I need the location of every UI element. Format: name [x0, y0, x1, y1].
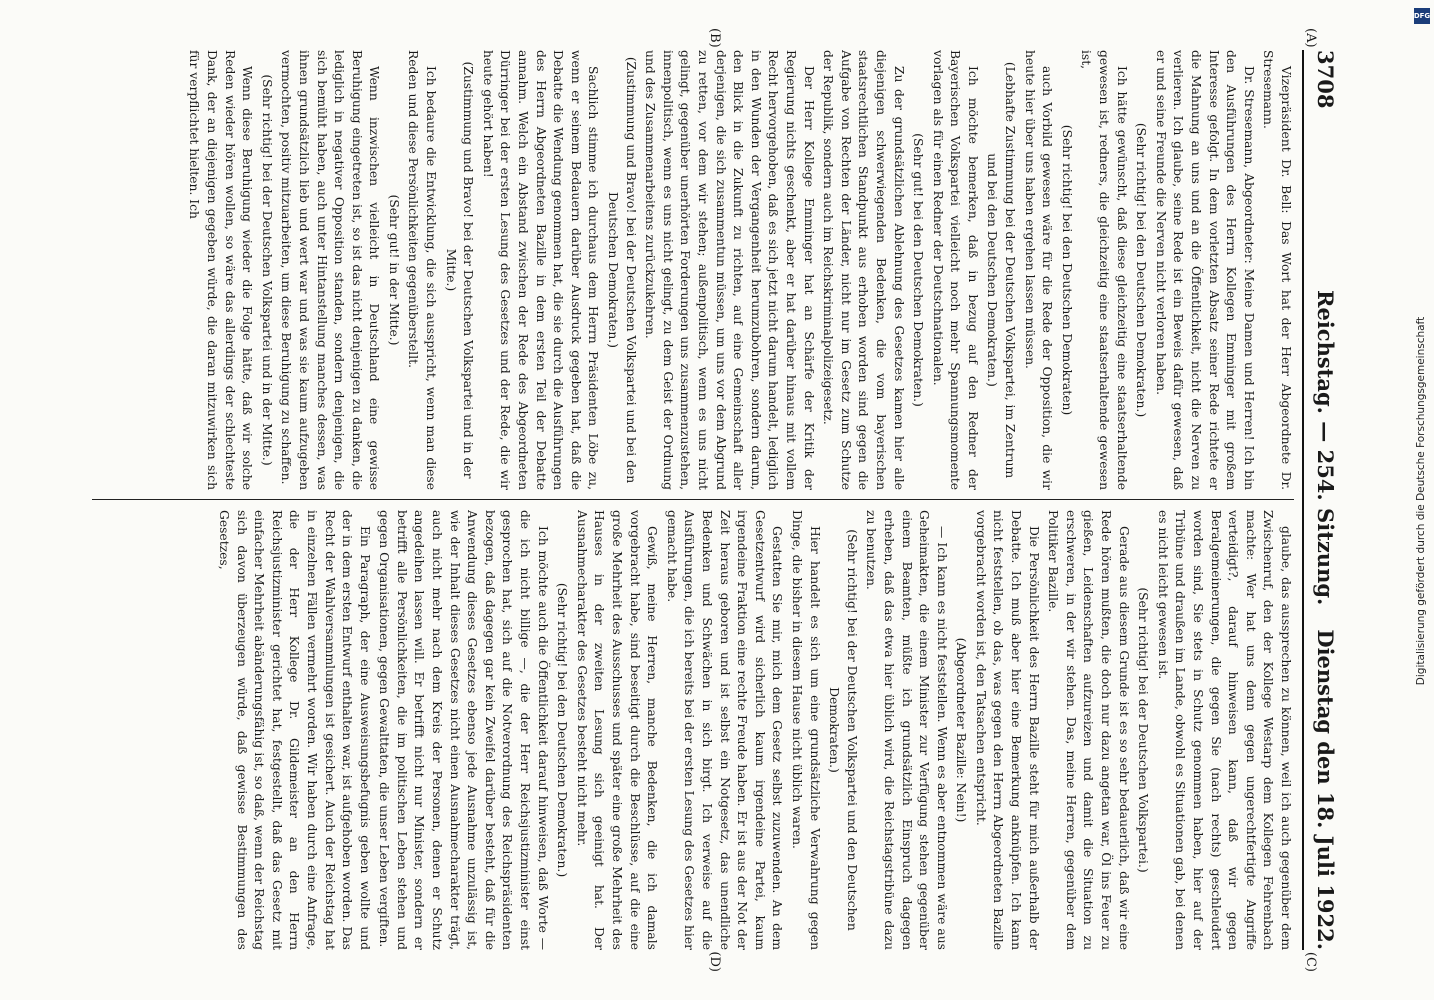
paragraph: Hier handelt es sich um eine grundsätzliche Verwahrung gegen Dinge, die bisher in diesem Hause nicht üblich waren.: [789, 510, 822, 950]
paragraph: Wenn inzwischen vielleicht in Deutschland eine gewisse Beruhigung eingetreten ist, so ist das nicht denjenigen zu danken, die lediglich in negativer Opposition standen, sondern denjenigen, die sich bemüht haben, auch unter Hintanstellung manches dessen, was ihnen grundsätzlich lieb und wert war und was sie kaum aufzugeben vermochten, positiv mitzuarbeiten, um diese Beruhigung zu schaffen.: [279, 50, 382, 490]
interjection: (Sehr richtig! bei den Deutschen Demokraten): [1059, 124, 1074, 416]
paragraph: Zu der grundsätzlichen Ablehnung des Gesetzes kamen hier alle diejenigen schwerwiegenden Bedenken, die vom bayerischen staatsrechtlichen Standpunkt aus erhoben worden sind gegen die Aufgabe von Rechten der Länder, nicht nur im Gesetz zum Schutze der Republik, sondern auch im Reichskriminalpolizeigesetz.: [821, 50, 906, 490]
interjection: (Abgeordneter Bazille: Nein!): [954, 637, 969, 823]
paragraph: Dr. Stresemann, Abgeordneter: Meine Damen und Herren! Ich bin den Ausführungen des Herrn Kollegen Emminger mit großem Interesse gefolgt. In dem vorletzten Absatz seiner Rede richtete er die Mahnung an uns und an die Öffentlichkeit, nicht die Nerven zu verlieren. Ich glaube, seine Rede ist ein Beweis dafür gewesen, daß er und seine Freunde die Nerven nicht verloren haben.: [1153, 50, 1256, 490]
interjection: (Sehr richtig! bei den Deutschen Demokraten.): [555, 582, 570, 878]
paragraph: Der Herr Kollege Emminger hat an Schärfe der Kritik der Regierung nichts geschenkt, aber er hat darüber hinaus mit vollem Recht hervorgehoben, daß es sich jetzt nicht darum handelt, lediglich in den Wunden der Vergangenheit herumzubohren, sondern darum, den Blick in die Zukunft zu richten, auf eine Gemeinschaft aller derjenigen, die sich zusammentun müssen, um uns vor dem Abgrund zu retten, vor dem wir stehen; außenpolitisch, wenn es uns nicht gelingt, gegenüber unerhörten Forderungen uns zusammenzustehen, innenpolitisch, wenn es uns nicht gelingt, zu dem Geist der Ordnung und des Zusammenarbeitens zurückzukehren.: [643, 50, 816, 490]
interjection: (Zustimmung und Bravo! bei der Deutschen Volkspartei und in der Mitte.): [443, 61, 476, 479]
digitization-credit: [1410, 6, 1432, 996]
paragraph: Gerade aus diesem Grunde ist es so sehr bedauerlich, daß wir eine Rede hören mußten, die doch nur dazu angetan war, Öl ins Feuer zu gießen, Leidenschaften aufzureizen und damit die Situation zu erschweren, in der wir stehen. Das, meine Herren, gegenüber dem Politiker Bazille.: [1046, 510, 1131, 950]
paragraph: Ich bedaure die Entwicklung, die sich ausspricht, wenn man diese Reden und diese Persönlichkeiten gegenüberstellt.: [406, 50, 439, 490]
interjection: (Sehr richtig! bei der Deutschen Volkspartei und den Deutschen Demokraten.): [827, 529, 859, 931]
interjection: (Sehr gut! in der Mitte.): [386, 194, 401, 346]
right-column: [92, 510, 1294, 950]
paragraph: Die Persönlichkeit des Herrn Bazille steht für mich außerhalb der Debatte. Ich muß aber hier eine Bemerkung anknüpfen. Ich kann nicht feststellen, ob das, was gegen den Herrn Abgeordneten Bazille vorgebracht worden ist, den Tatsachen entspricht.: [973, 510, 1041, 950]
interjection: (Sehr richtig! bei den Deutschen Demokraten.): [1134, 122, 1149, 418]
dfg-logo-icon: DFG: [1414, 8, 1430, 24]
paragraph: Wenn diese Beruhigung wieder die Folge hätte, daß wir solche Reden wieder hören wollen, so wäre das allerdings der schlechteste Dank, der an diejenigen gegeben würde, die daran mitzuwirken sich für verpflichtet hielten. Ich: [187, 50, 255, 490]
margin-marker-b: (B): [707, 28, 722, 48]
paragraph: glaube, das aussprechen zu können, weil ich auch gegenüber dem Zwischenruf, den der Kollege Westarp dem Kollegen Fehrenbach machte: Wer hat uns denn gegen ungerechtfertigte Angriffe verteidigt?, darauf hinweisen kann, daß wir gegen Beralgemeinerungen, die gegen Sie (nach rechts) geschleudert worden sind, Sie stets in Schutz genommen haben, hier auf der Tribüne und draußen im Lande, obwohl es Situationen gab, bei denen es nicht leicht gewesen ist.: [1155, 510, 1293, 950]
paragraph: Vizepräsident Dr. Bell: Das Wort hat der Herr Abgeordnete Dr. Stresemann.: [1261, 50, 1293, 490]
interjection: (Sehr richtig! bei der Deutschen Volkspartei und in der Mitte.): [259, 74, 274, 466]
left-column: [92, 50, 1294, 490]
margin-marker-d: (D): [707, 951, 722, 972]
session-title: Reichstag. — 254. Sitzung.: [1313, 290, 1338, 606]
running-header: [1302, 50, 1344, 950]
interjection: (Sehr gut! bei den Deutschen Demokraten.): [911, 133, 926, 407]
rotated-sheet: [72, 30, 1362, 970]
page-number: 3708: [1313, 50, 1338, 109]
paragraph: Ich möchte auch die Öffentlichkeit darauf hinweisen, daß Worte — die ich nicht billige —, die der Herr Reichsjustizminister einst gesprochen hat, sich auf die Notverordnung des Reichspräsidenten bezogen, daß dagegen gar kein Zweifel darüber besteht, daß für die Anwendung dieses Gesetzes ebenso jede Ausnahme unzulässig ist, wie der Inhalt dieses Gesetzes nicht einen Ausnahmecharakter trägt, auch nicht mehr nach dem Kreis der Personen, denen er Schutz angedeihen lassen will. Er betrifft nicht nur Minister, sondern er betrifft alle Persönlichkeiten, die im politischen Leben stehen und gegen Organisationen, gegen Gewalttaten, die unser Leben vergiften.: [377, 510, 550, 950]
paragraph: Ich hätte gewünscht, daß diese gleichzeitig eine staatserhaltende gewesen ist, redners, die gleichzeitig eine staatserhaltende gewesen ist,: [1079, 50, 1129, 490]
session-date: Dienstag den 18. Juli 1922.: [1313, 629, 1338, 950]
paragraph: Gewiß, meine Herren, manche Bedenken, die ich damals vorgebracht habe, sind beseitigt durch die Beschlüsse, auf die eine große Mehrheit des Ausschusses und später eine große Mehrheit des Hauses in der zweiten Lesung sich geeinigt hat. Der Ausnahmecharakter des Gesetzes besteht nicht mehr.: [574, 510, 660, 950]
margin-marker-a: (A): [1303, 28, 1318, 48]
credit-text: Digitalisierung gefördert durch die Deutsche Forschungsgemeinschaft: [1415, 316, 1427, 686]
margin-marker-c: (C): [1303, 951, 1318, 972]
interjection: (Lebhafte Zustimmung bei der Deutschen Volkspartei, im Zentrum und bei den Deutschen Demokraten.): [985, 61, 1018, 479]
paragraph: Ich möchte bemerken, daß in bezug auf den Redner der Bayerischen Volkspartei vielleicht noch mehr Spannungsmomente vorlagen als für einen Redner der Deutschnationalen.: [930, 50, 980, 490]
interjection: (Zustimmung und Bravo! bei der Deutschen Volkspartei und bei den Deutschen Demokraten.): [606, 56, 638, 484]
paragraph: Ein Paragraph, der eine Ausweisungsbefugnis geben wollte und der in dem ersten Entwurf enthalten war, ist aufgehoben worden. Das Recht der Wahlversammlungen ist gesichert. Auch der Reichstag hat in einzelnen Fällen vermehrt worden. Wir haben durch eine Anfrage, die der Herr Kollege Dr. Gildemeister an den Herrn Reichsjustizminister gerichtet hat, festgestellt, daß das Gesetz mit einfacher Mehrheit abänderungsfähig ist, so daß, wenn der Reichstag sich davon überzeugen würde, daß gewisse Bestimmungen des Gesetzes,: [216, 510, 372, 950]
paragraph: auch Vorbild gewesen wäre für die Rede der Opposition, die wir heute hier über uns haben ergehen lassen müssen.: [1022, 50, 1055, 490]
column-divider: [92, 499, 1294, 500]
paragraph: Gestatten Sie mir, mich dem Gesetz selbst zuzuwenden. An dem Gesetzentwurf wird sicherlich kaum irgendeine Partei, kaum irgendeine Fraktion eine rechte Freude haben. Er ist aus der Not der Zeit heraus geboren und ist selbst ein Notgesetz, das unendliche Bedenken und Schwächen in sich birgt. Ich verweise auf die Ausführungen, die ich bereits bei der ersten Lesung des Gesetzes hier gemacht habe.: [664, 510, 785, 950]
paragraph: Sachlich stimme ich durchaus dem Herrn Präsidenten Löbe zu, wenn er seinem Bedauern darüber Ausdruck gegeben hat, daß die Debatte die Wendung genommen hat, die sie durch die Ausführungen des Herrn Abgeordneten Bazille in dem ersten Teil der Debatte annahm. Welch ein Abstand zwischen der Rede des Abgeordneten Dürringer bei der ersten Lesung des Gesetzes und der Rede, die wir heute gehört haben!: [480, 50, 601, 490]
interjection: (Sehr richtig! bei der Deutschen Volkspartei.): [1136, 587, 1151, 873]
paragraph: — Ich kann es nicht feststellen. Wenn es aber entnommen wäre aus Geheimakten, die einem Minister zur Verfügung stehen gegenüber einem Beamten, müßte ich grundsätzlich Einspruch dagegen erheben, daß das etwa hier üblich wird, die Reichstagstribüne dazu zu benutzen.: [864, 510, 949, 950]
